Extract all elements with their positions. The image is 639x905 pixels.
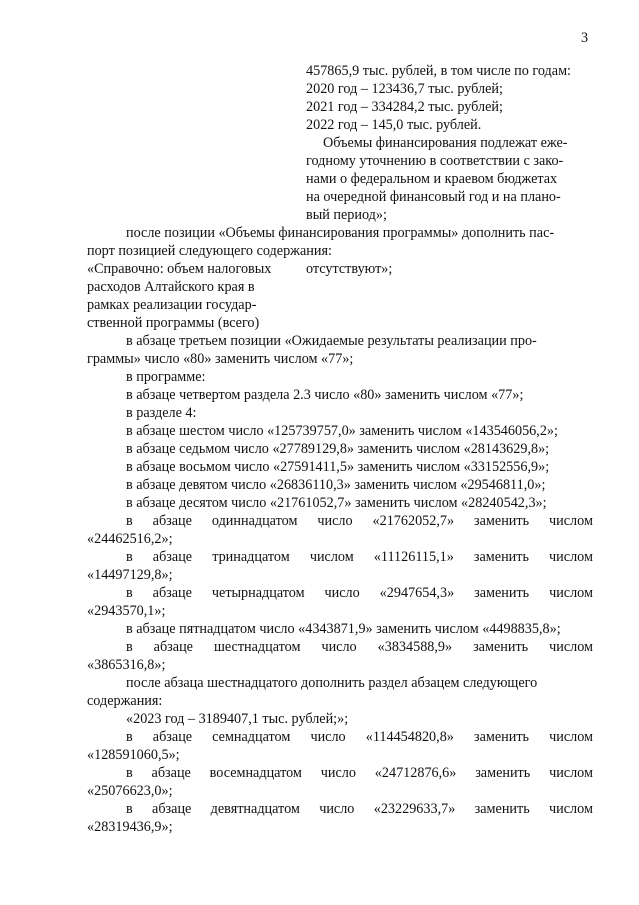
replacement-item-justified: в абзаце четырнадцатом число «2947654,3» заменить числом xyxy=(126,585,593,601)
paragraph-line: в абзаце четвертом раздела 2.3 число «80» заменить числом «77»; xyxy=(126,387,524,403)
reference-value: отсутствуют»; xyxy=(306,261,393,277)
financing-line: 2020 год – 123436,7 тыс. рублей; xyxy=(306,81,503,97)
replacement-item-justified: в абзаце тринадцатом числом «11126115,1» заменить числом xyxy=(126,549,593,565)
financing-line: Объемы финансирования подлежат еже- xyxy=(323,135,568,151)
financing-line: 2022 год – 145,0 тыс. рублей. xyxy=(306,117,482,133)
replacement-tail: «128591060,5»; xyxy=(87,747,180,763)
paragraph-line: порт позицией следующего содержания: xyxy=(87,243,332,259)
financing-line: годному уточнению в соответствии с зако- xyxy=(306,153,564,169)
replacement-item: в абзаце десятом число «21761052,7» заменить числом «28240542,3»; xyxy=(126,495,547,511)
reference-label-line: расходов Алтайского края в xyxy=(87,279,255,295)
paragraph-line: в абзаце третьем позиции «Ожидаемые результаты реализации про- xyxy=(126,333,537,349)
replacement-item-justified: в абзаце восемнадцатом число «24712876,6» заменить числом xyxy=(126,765,593,781)
financing-line: нами о федеральном и краевом бюджетах xyxy=(306,171,558,187)
paragraph-line: после абзаца шестнадцатого дополнить раздел абзацем следующего xyxy=(126,675,538,691)
paragraph-line: после позиции «Объемы финансирования программы» дополнить пас- xyxy=(126,225,555,241)
replacement-tail: «28319436,9»; xyxy=(87,819,173,835)
replacement-tail: «25076623,0»; xyxy=(87,783,173,799)
replacement-item-justified: в абзаце одиннадцатом число «21762052,7» заменить числом xyxy=(126,513,593,529)
replacement-item: в абзаце шестом число «125739757,0» заменить числом «143546056,2»; xyxy=(126,423,558,439)
replacement-item: в абзаце восьмом число «27591411,5» заменить числом «33152556,9»; xyxy=(126,459,550,475)
page-number: 3 xyxy=(581,30,589,46)
reference-label-line: «Справочно: объем налоговых xyxy=(87,261,272,277)
replacement-tail: «24462516,2»; xyxy=(87,531,173,547)
financing-line: на очередной финансовый год и на плано- xyxy=(306,189,561,205)
replacement-tail: «14497129,8»; xyxy=(87,567,173,583)
financing-line: 457865,9 тыс. рублей, в том числе по годам: xyxy=(306,63,571,79)
paragraph-line: содержания: xyxy=(87,693,163,709)
paragraph-line: граммы» число «80» заменить числом «77»; xyxy=(87,351,354,367)
replacement-tail: «2943570,1»; xyxy=(87,603,166,619)
reference-label-line: ственной программы (всего) xyxy=(87,315,260,331)
paragraph-line: «2023 год – 3189407,1 тыс. рублей;»; xyxy=(126,711,349,727)
reference-label-line: рамках реализации государ- xyxy=(87,297,257,313)
replacement-item: в абзаце девятом число «26836110,3» заменить числом «29546811,0»; xyxy=(126,477,546,493)
financing-line: вый период»; xyxy=(306,207,387,223)
financing-line: 2021 год – 334284,2 тыс. рублей; xyxy=(306,99,503,115)
paragraph-line: в программе: xyxy=(126,369,206,385)
replacement-item-justified: в абзаце шестнадцатом число «3834588,9» заменить числом xyxy=(126,639,593,655)
replacement-item-justified: в абзаце семнадцатом число «114454820,8» заменить числом xyxy=(126,729,593,745)
replacement-tail: «3865316,8»; xyxy=(87,657,166,673)
replacement-item: в абзаце седьмом число «27789129,8» заменить числом «28143629,8»; xyxy=(126,441,550,457)
replacement-item: в абзаце пятнадцатом число «4343871,9» заменить числом «4498835,8»; xyxy=(126,621,561,637)
replacement-item-justified: в абзаце девятнадцатом число «23229633,7» заменить числом xyxy=(126,801,593,817)
paragraph-line: в разделе 4: xyxy=(126,405,197,421)
